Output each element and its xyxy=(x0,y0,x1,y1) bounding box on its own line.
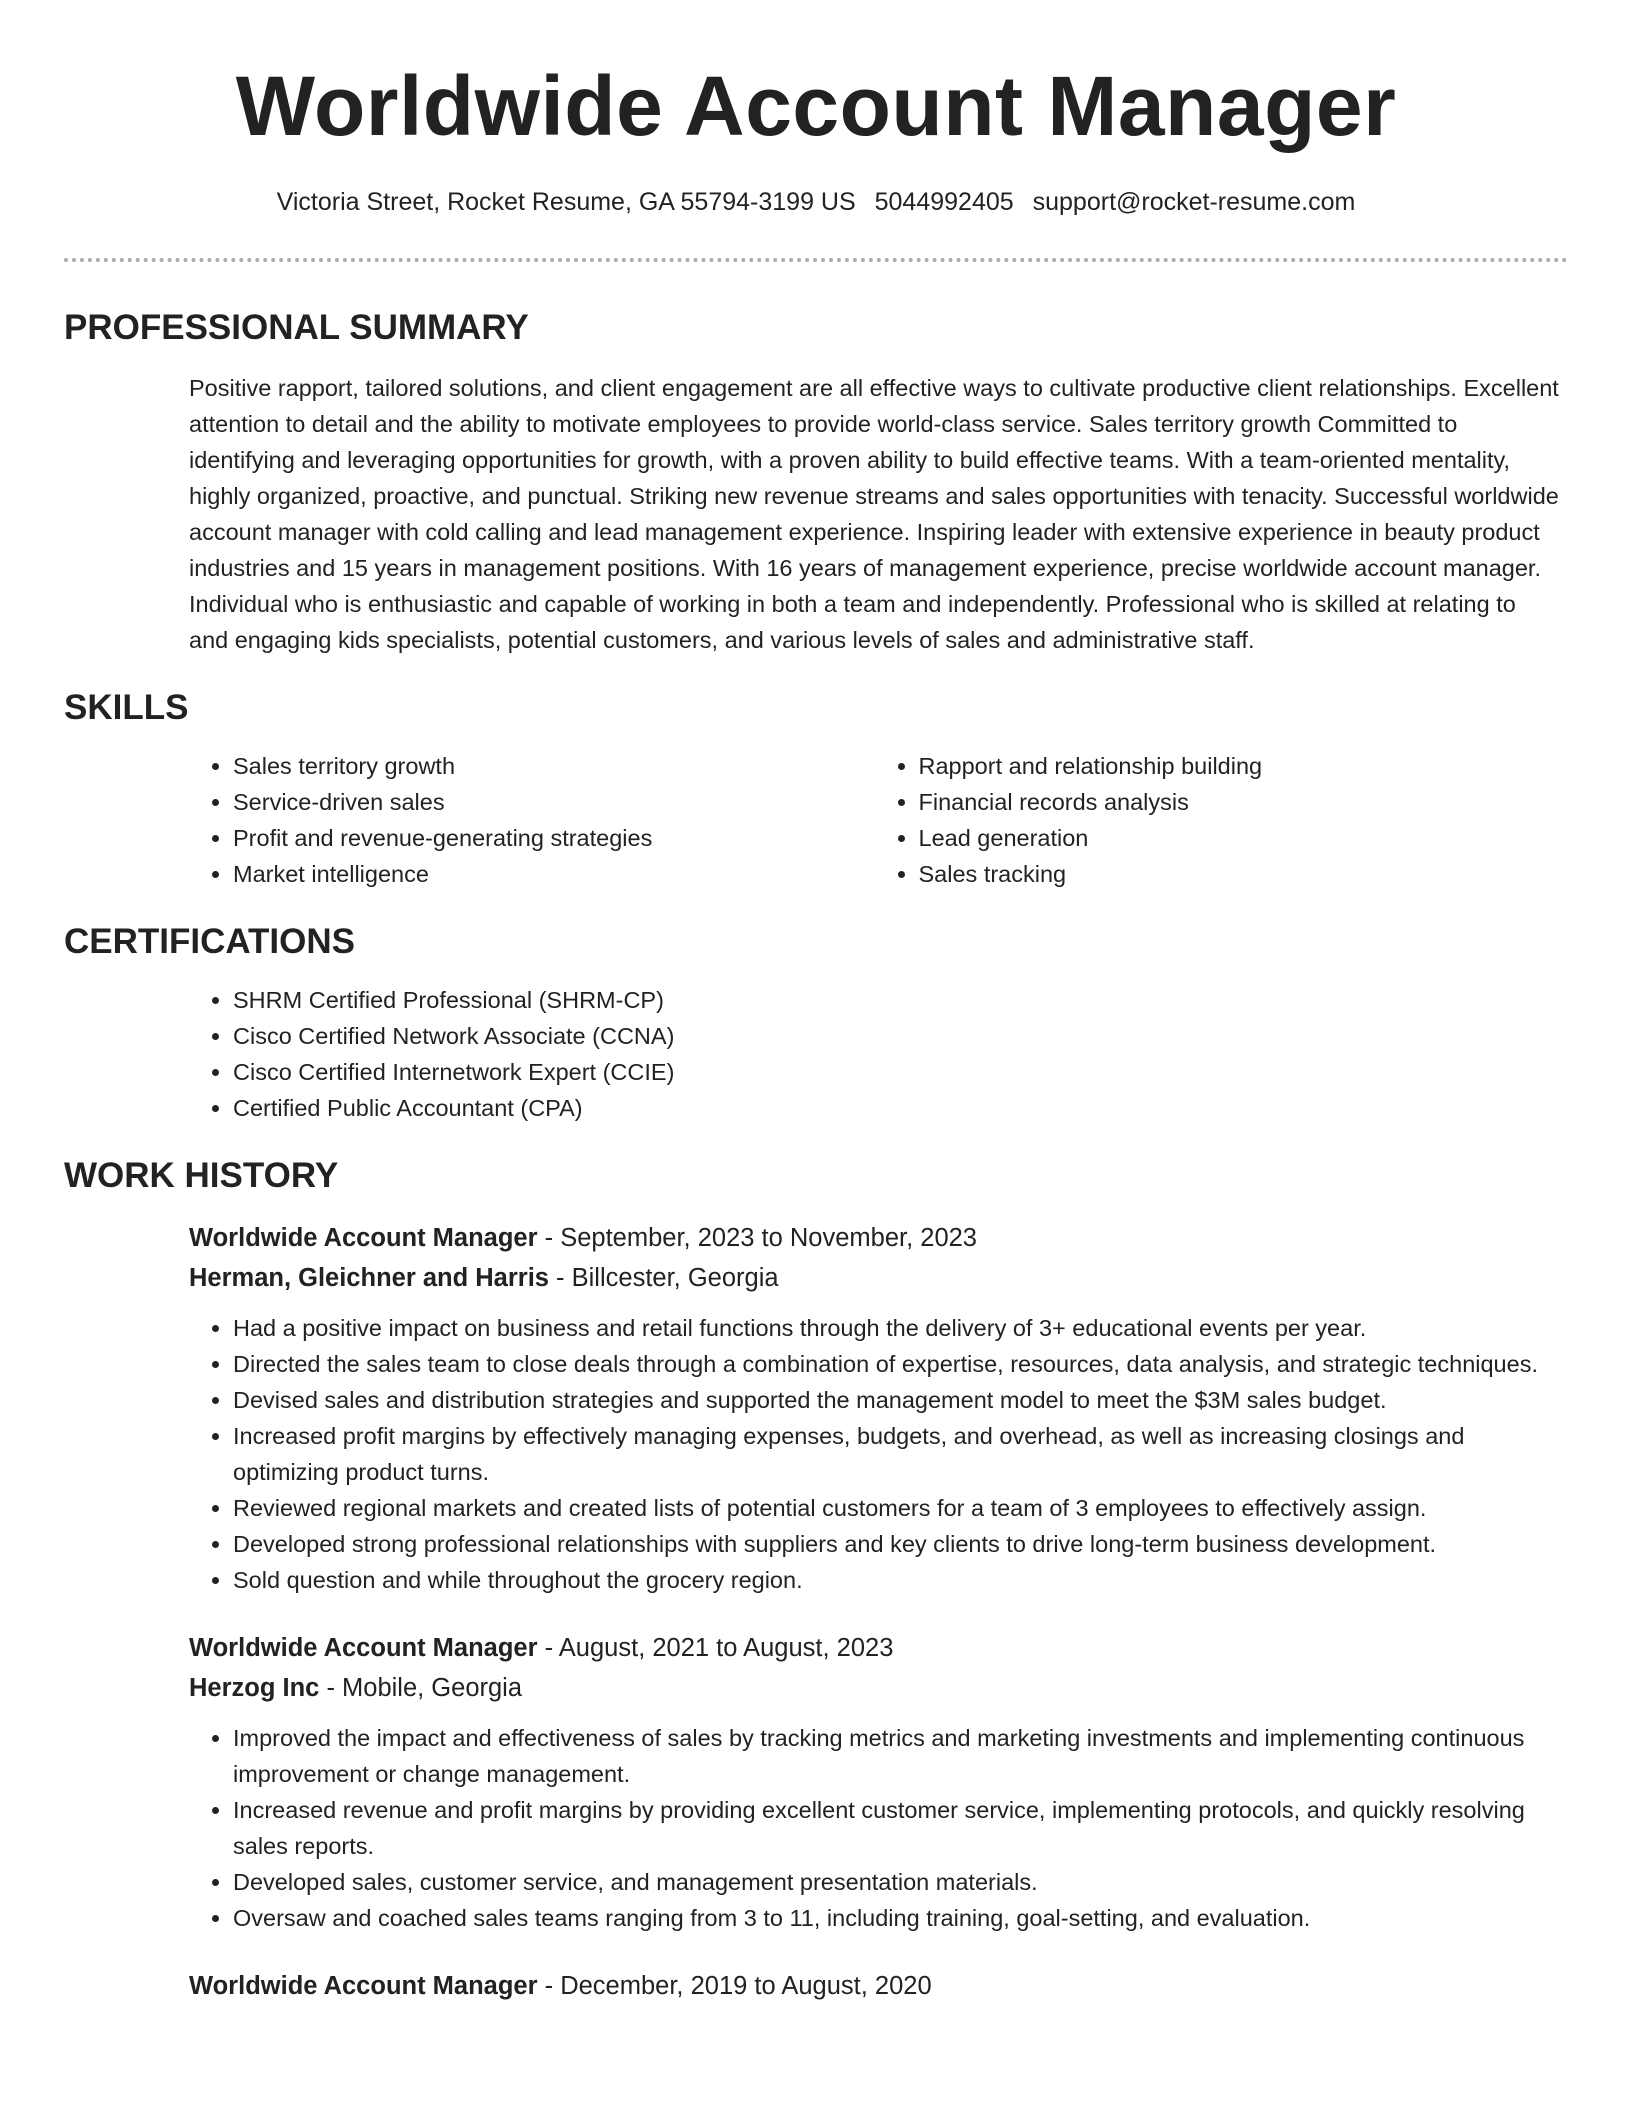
job-title-line xyxy=(189,1966,1560,2006)
job-company-line xyxy=(189,1668,1560,1708)
skills-title: SKILLS xyxy=(64,688,189,727)
job-title-line xyxy=(189,1628,1560,1668)
job-company: Herman, Gleichner and Harris xyxy=(189,1264,549,1292)
job-bullet: • Improved the impact and effectiveness of sales by tracking metrics and marketing investments and implementing continuous improvement or change management. xyxy=(233,1720,1560,1792)
job-bullet: • Developed sales, customer service, and management presentation materials. xyxy=(233,1864,1560,1900)
contact-email: support@rocket-resume.com xyxy=(1032,188,1356,216)
job-location: - Billcester, Georgia xyxy=(548,1264,779,1292)
skill-item: • Market intelligence xyxy=(233,856,875,892)
skill-item: • Service-driven sales xyxy=(233,784,875,820)
resume-name: Worldwide Account Manager xyxy=(235,59,1397,153)
job-entry xyxy=(189,1218,1560,1598)
job-company: Herzog Inc xyxy=(189,1674,320,1702)
job-bullet: • Oversaw and coached sales teams ranging from 3 to 11, including training, goal-setting, and evaluation. xyxy=(233,1900,1560,1936)
job-role: Worldwide Account Manager xyxy=(189,1634,538,1662)
skills-right-column xyxy=(875,748,1561,892)
job-role: Worldwide Account Manager xyxy=(189,1224,538,1252)
skill-item: • Sales territory growth xyxy=(233,748,875,784)
job-title-line xyxy=(189,1218,1560,1258)
job-bullets xyxy=(189,1310,1560,1598)
certification-item: • SHRM Certified Professional (SHRM-CP) xyxy=(233,982,1560,1018)
job-bullet: • Sold question and while throughout the grocery region. xyxy=(233,1562,1560,1598)
contact-phone: 5044992405 xyxy=(874,188,1014,216)
job-location: - Mobile, Georgia xyxy=(319,1674,523,1702)
job-bullet: • Reviewed regional markets and created lists of potential customers for a team of 3 employees to effectively assign. xyxy=(233,1490,1560,1526)
skill-item: • Lead generation xyxy=(919,820,1561,856)
job-company-line xyxy=(189,1258,1560,1298)
contact-address: Victoria Street, Rocket Resume, GA 55794-3199 US xyxy=(276,188,856,216)
job-dates: - December, 2019 to August, 2020 xyxy=(537,1972,932,2000)
job-bullet: • Devised sales and distribution strategies and supported the management model to meet the $3M sales budget. xyxy=(233,1382,1560,1418)
certifications-list xyxy=(189,982,1560,1126)
summary-title: PROFESSIONAL SUMMARY xyxy=(64,308,529,347)
job-bullets xyxy=(189,1720,1560,1936)
job-bullet: • Directed the sales team to close deals through a combination of expertise, resources, data analysis, and strategic techniques. xyxy=(233,1346,1560,1382)
contact-line xyxy=(64,184,1568,220)
certification-item: • Certified Public Accountant (CPA) xyxy=(233,1090,1560,1126)
job-role: Worldwide Account Manager xyxy=(189,1972,538,2000)
skills-left-column xyxy=(189,748,875,892)
header-divider xyxy=(64,258,1568,262)
work-history-title: WORK HISTORY xyxy=(64,1156,339,1195)
skills-list xyxy=(189,748,1560,892)
job-bullet: • Increased revenue and profit margins by providing excellent customer service, implementing protocols, and quickly resolving sales reports. xyxy=(233,1792,1560,1864)
job-bullet: • Had a positive impact on business and retail functions through the delivery of 3+ educational events per year. xyxy=(233,1310,1560,1346)
job-entry xyxy=(189,1966,1560,2006)
skill-item: • Rapport and relationship building xyxy=(919,748,1561,784)
skill-item: • Profit and revenue-generating strategies xyxy=(233,820,875,856)
summary-text: Positive rapport, tailored solutions, and client engagement are all effective ways to cultivate productive client relationships. Excellent attention to detail and the ability to motivate employees to provide world-class service. Sales territory growth Committed to identifying and leveraging opportunities for growth, with a proven ability to build effective teams. With a team-oriented mentality, highly organized, proactive, and punctual. Striking new revenue streams and sales opportunities with tenacity. Successful worldwide account manager with cold calling and lead management experience. Inspiring leader with extensive experience in beauty product industries and 15 years in management positions. With 16 years of management experience, precise worldwide account manager. Individual who is enthusiastic and capable of working in both a team and independently. Professional who is skilled at relating to and engaging kids specialists, potential customers, and various levels of sales and administrative staff. xyxy=(189,375,1559,653)
skill-item: • Sales tracking xyxy=(919,856,1561,892)
certification-item: • Cisco Certified Internetwork Expert (CCIE) xyxy=(233,1054,1560,1090)
skill-item: • Financial records analysis xyxy=(919,784,1561,820)
job-dates: - September, 2023 to November, 2023 xyxy=(537,1224,977,1252)
certifications-title: CERTIFICATIONS xyxy=(64,922,356,961)
job-bullet: • Developed strong professional relationships with suppliers and key clients to drive long-term business development. xyxy=(233,1526,1560,1562)
job-dates: - August, 2021 to August, 2023 xyxy=(537,1634,894,1662)
job-bullet: • Increased profit margins by effectively managing expenses, budgets, and overhead, as well as increasing closings and optimizing product turns. xyxy=(233,1418,1560,1490)
job-entry xyxy=(189,1628,1560,1936)
certification-item: • Cisco Certified Network Associate (CCNA) xyxy=(233,1018,1560,1054)
